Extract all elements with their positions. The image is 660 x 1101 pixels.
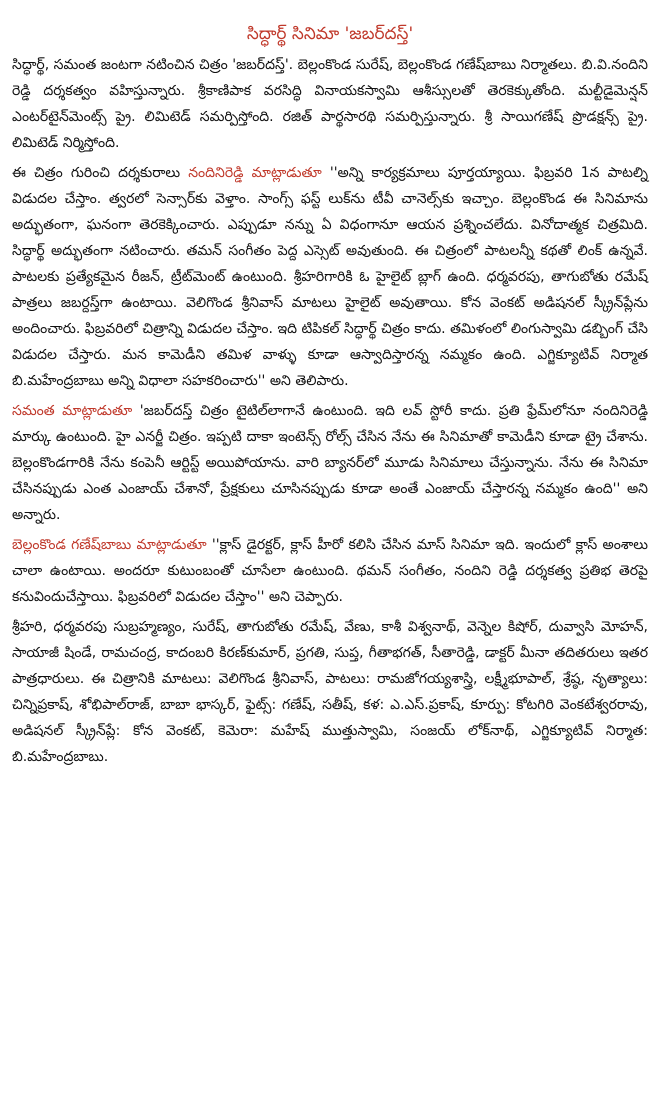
actress-quote-paragraph <box>12 398 648 528</box>
speaker-name-actress: సమంత మాట్లాడుతూ <box>12 403 133 419</box>
paragraph-text: 'జబర్‌దస్త్ చిత్రం టైటిల్‌లాగానే ఉంటుంది. ఇది లవ్ స్టోరీ కాదు. ప్రతి ఫ్రేమ్‌లోనూ నందినిరెడ్డి మార్కు ఉంటుంది. హై ఎనర్జీ చిత్రం. ఇప్పటి దాకా ఇంటెన్స్ రోల్స్ చేసిన నేను ఈ సినిమాతో కామెడీని కూడా ట్రై చేశాను. బెల్లంకొండగారికి నేను కంపెనీ ఆర్టిస్ట్ అయిపోయాను. వారి బ్యానర్‌లో మూడు సినిమాలు చేస్తున్నాను. నేను ఈ సినిమా చేసినప్పుడు ఎంత ఎంజాయ్ చేశానో, ప్రేక్షకులు చూసినప్పుడు కూడా అంతే ఎంజాయ్ చేస్తారన్న నమ్మకం ఉంది'' అని అన్నారు. <box>12 403 648 523</box>
director-quote-paragraph <box>12 160 648 394</box>
article-title: సిద్ధార్థ్ సినిమా 'జబర్‌దస్త్' <box>246 24 414 44</box>
paragraph-text: ''క్లాస్ డైరక్టర్, క్లాస్ హీరో కలిసి చేసిన మాస్ సినిమా ఇది. ఇందులో క్లాస్ అంశాలు చాలా ఉంటాయి. అందరూ కుటుంబంతో చూసేలా ఉంటుంది. థమన్ సంగీతం, నందిని రెడ్డి దర్శకత్వ ప్రతిభ తెరపై కనువిందుచేస్తాయి. ఫిబ్రవరిలో విడుదల చేస్తాం'' అని చెప్పారు. <box>12 537 648 605</box>
paragraph-text: ''అన్ని కార్యక్రమాలు పూర్తయ్యాయి. ఫిబ్రవరి 1న పాటల్ని విడుదల చేస్తాం. త్వరలో సెన్సార్‌కు వెళ్తాం. సాంగ్స్ ఫస్ట్ లుక్‌ను టీవీ చానెల్స్‌కు ఇచ్చాం. బెల్లంకొండ ఈ సినిమాను అద్భుతంగా, ఘనంగా తెరకెక్కించారు. ఎప్పుడూ నన్ను ఏ విధంగానూ ఆయన ప్రశ్నించలేదు. వినోదాత్మక చిత్రమిది. సిద్ధార్థ్ అద్భుతంగా నటించారు. తమన్ సంగీతం పెద్ద ఎస్సెట్ అవుతుంది. ఈ చిత్రంలో పాటలన్నీ కథతో లింక్ ఉన్నవే. పాటలకు ప్రత్యేకమైన రీజన్, ట్రీట్‌మెంట్ ఉంటుంది. శ్రీహరిగారికి ఓ హైలైట్ బ్లాగ్ ఉంది. ధర్మవరపు, తాగుబోతు రమేష్ పాత్రలు జబర్దస్త్‌గా ఉంటాయి. వెలిగొండ శ్రీనివాస్ మాటలు హైలైట్ అవుతాయి. కోన వెంకట్ అడిషనల్ స్క్రీన్‌ప్లేను అందించారు. ఫిబ్రవరిలో చిత్రాన్ని విడుదల చేస్తాం. ఇది టిపికల్ సిద్ధార్థ్ చిత్రం కాదు. తమిళంలో లింగుస్వామి డబ్బింగ్ చేసి విడుదల చేస్తారు. మన కామెడీని తమిళ వాళ్ళు కూడా ఆస్వాదిస్తారన్న నమ్మకం ఉంది. ఎగ్జిక్యూటివ్ నిర్మాత బి.మహేంద్రబాబు అన్ని విధాలా సహకరించారు'' అని తెలిపారు. <box>12 165 648 389</box>
paragraph-lead: ఈ చిత్రం గురించి దర్శకురాలు <box>12 165 189 181</box>
cast-crew-paragraph <box>12 614 648 770</box>
speaker-name-director: నందినిరెడ్డి మాట్లాడుతూ <box>188 165 322 181</box>
producer-quote-paragraph <box>12 532 648 610</box>
paragraph-text: శ్రీహరి, ధర్మవరపు సుబ్రహ్మణ్యం, సురేష్, తాగుబోతు రమేష్, వేణు, కాశీ విశ్వనాథ్, వెన్నెల కిషోర్, దువ్వాసి మోహన్, సాయాజీ షిండే, రామచంద్ర, కాదంబరి కిరణ్‌కుమార్, ప్రగతి, సుప్త, గీతాభగత్, సీతారెడ్డి, డాక్టర్ మీనా తదితరులు ఇతర పాత్రధారులు. ఈ చిత్రానికి మాటలు: వెలిగొండ శ్రీనివాస్, పాటలు: రామజోగయ్యశాస్త్రి, లక్ష్మీభూపాల్, శ్రేష్ఠ, నృత్యాలు: చిన్నిప్రకాష్, శోభిపాల్‌రాజ్, బాబా భాస్కర్, ఫైట్స్: గణేష్, సతీష్, కళ: ఎ.ఎస్.ప్రకాష్, కూర్పు: కోటగిరి వెంకటేశ్వరరావు, అడిషనల్ స్క్రీన్‌ప్లే: కోన వెంకట్, కెమెరా: మహేష్ ముత్తుస్వామి, సంజయ్ లోక్‌నాథ్, ఎగ్జిక్యూటివ్ నిర్మాత: బి.మహేంద్రబాబు. <box>12 619 648 765</box>
speaker-name-producer: బెల్లంకొండ గణేష్‌బాబు మాట్లాడుతూ <box>12 537 207 553</box>
paragraph-text: సిద్ధార్థ్, సమంత జంటగా నటించిన చిత్రం 'జబర్‌దస్త్'. బెల్లంకొండ సురేష్, బెల్లంకొండ గణేష్‌బాబు నిర్మాతలు. బి.వి.నందిని రెడ్డి దర్శకత్వం వహిస్తున్నారు. శ్రీకాణిపాక వరసిద్ధి వినాయకస్వామి ఆశీస్సులతో తెరకెక్కుతోంది. మల్టీడైమెన్షన్ ఎంటర్‌టైన్‌మెంట్స్ ప్రై. లిమిటెడ్ సమర్పిస్తోంది. రజిత్ పార్థసారథి సమర్పిస్తున్నారు. శ్రీ సాయిగణేష్ ప్రొడక్షన్స్ ప్రై. లిమిటెడ్ నిర్మిస్తోంది. <box>12 57 648 151</box>
intro-paragraph <box>12 52 648 156</box>
